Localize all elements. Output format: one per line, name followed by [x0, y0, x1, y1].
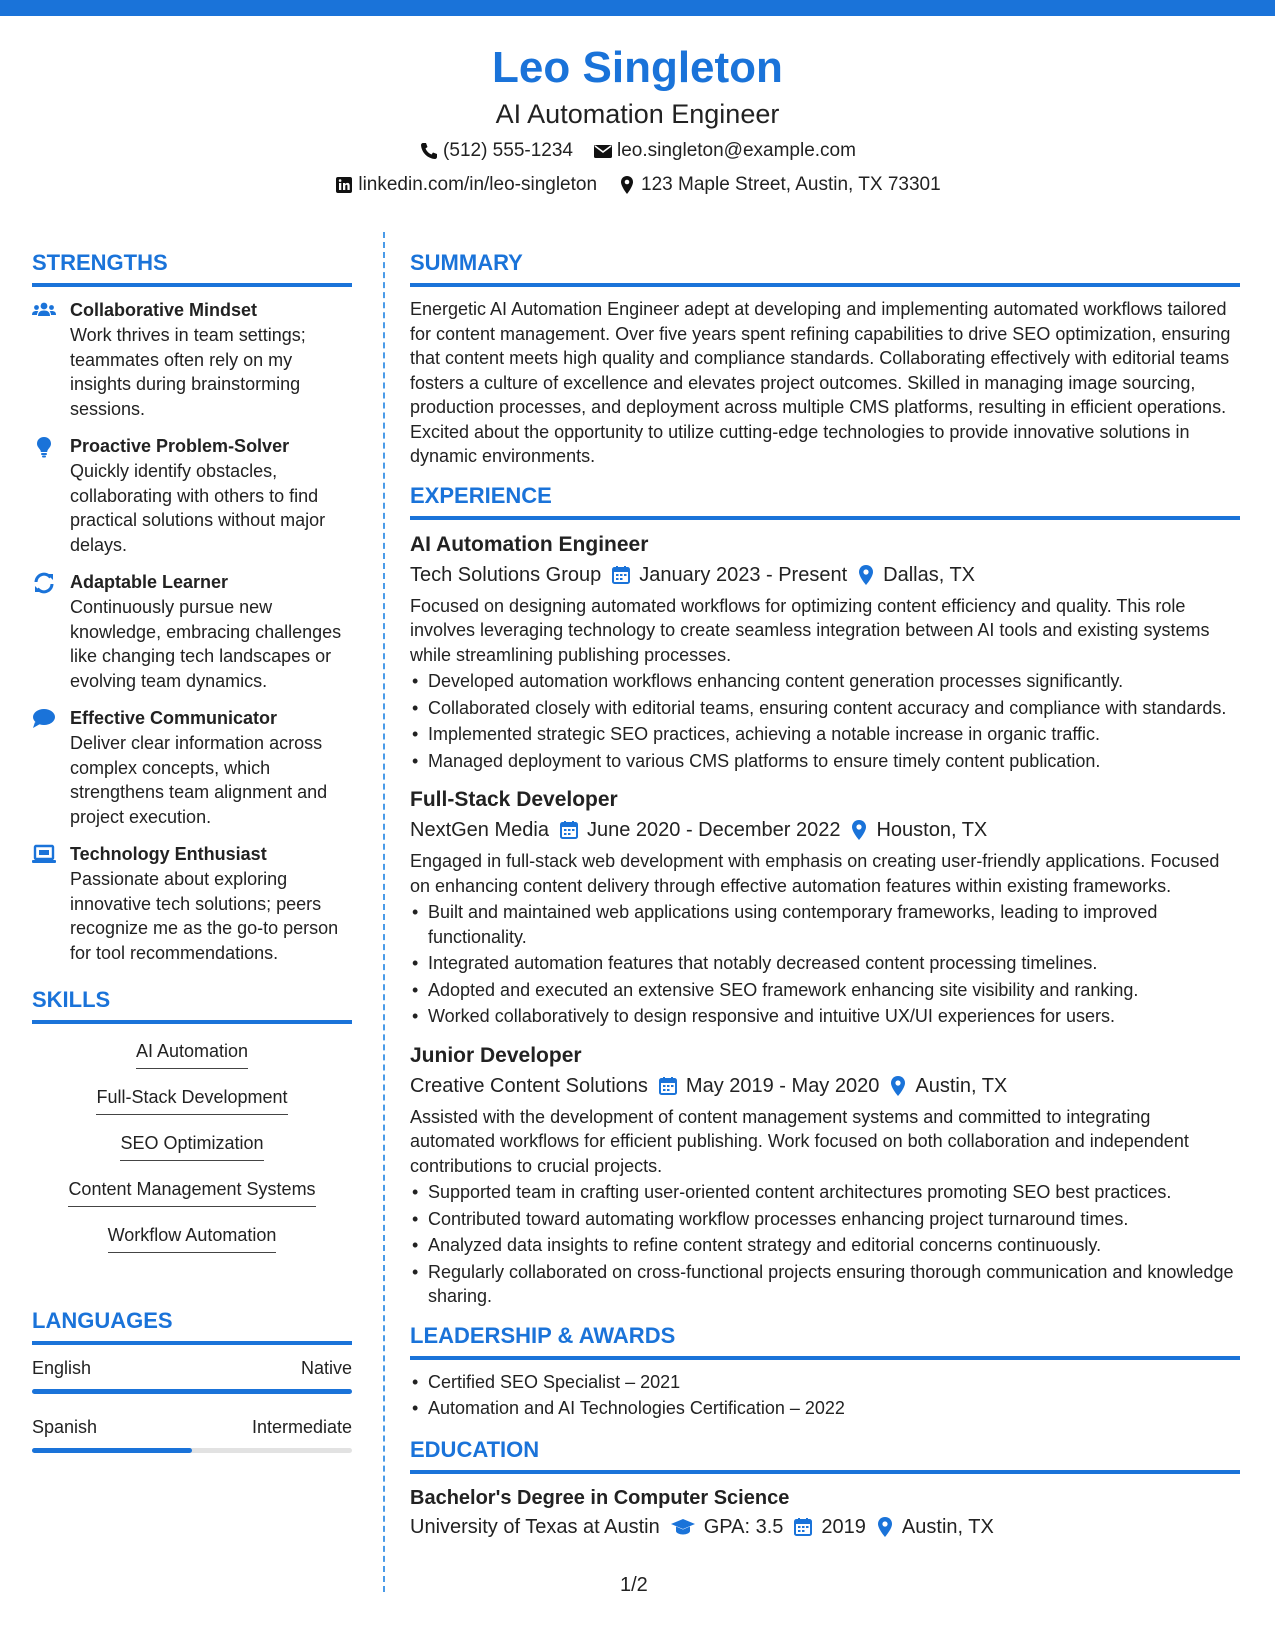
column-divider — [383, 232, 385, 1592]
strength-item — [32, 433, 352, 557]
phone-icon — [419, 141, 439, 161]
job-bullet: • Managed deployment to various CMS platforms to ensure timely content publication. — [410, 749, 1240, 774]
top-accent-bar — [0, 0, 1275, 16]
skills-heading: SKILLS — [32, 985, 352, 1024]
job-title: Junior Developer — [410, 1043, 582, 1067]
language-proficiency-fill — [32, 1389, 352, 1394]
linkedin-icon — [334, 175, 354, 195]
company-name: NextGen Media — [410, 819, 549, 841]
job-dates: June 2020 - December 2022 — [586, 819, 841, 841]
users-icon — [32, 300, 56, 320]
job-title: AI Automation Engineer — [410, 532, 649, 556]
strength-item — [32, 841, 352, 965]
resume-header — [0, 40, 1275, 200]
map-pin-icon — [857, 564, 875, 586]
job-bullet: • Adopted and executed an extensive SEO framework enhancing site visibility and ranking. — [410, 978, 1240, 1003]
phone-text: (512) 555-1234 — [443, 140, 573, 161]
laptop-icon — [32, 844, 56, 866]
job-bullet: • Built and maintained web applications using contemporary frameworks, leading to improved functionality. — [410, 900, 1240, 949]
awards-list — [410, 1370, 1240, 1421]
job-location: Austin, TX — [915, 1074, 1008, 1097]
job-bullet: • Supported team in crafting user-oriented content architectures promoting SEO best practices. — [410, 1180, 1240, 1205]
graduation-cap-icon — [670, 1517, 696, 1537]
company-name: Tech Solutions Group — [410, 563, 602, 586]
language-proficiency-fill — [32, 1448, 192, 1453]
strengths-heading: STRENGTHS — [32, 248, 352, 287]
gpa-text: GPA: 3.5 — [703, 1515, 784, 1538]
job-bullet: • Analyzed data insights to refine content strategy and editorial concerns continuously. — [410, 1233, 1240, 1258]
email-contact[interactable] — [593, 136, 856, 166]
linkedin-text: linkedin.com/in/leo-singleton — [358, 174, 598, 195]
job-dates: May 2019 - May 2020 — [685, 1074, 880, 1097]
lightbulb-icon — [32, 436, 56, 458]
map-pin-icon — [850, 819, 868, 841]
candidate-name: Leo Singleton — [492, 43, 783, 92]
skill-item: Content Management Systems — [68, 1176, 315, 1207]
address-text: 123 Maple Street, Austin, TX 73301 — [641, 174, 941, 195]
job-location: Houston, TX — [876, 819, 988, 841]
strength-item — [32, 297, 352, 421]
job-bullets — [410, 900, 1240, 1029]
job-title: Full-Stack Developer — [410, 788, 618, 811]
right-column — [410, 248, 1240, 1546]
address-contact — [617, 170, 941, 200]
comment-icon — [32, 708, 56, 730]
skill-item: SEO Optimization — [120, 1130, 263, 1161]
job-bullet: • Collaborated closely with editorial teams, ensuring content accuracy and compliance with standards. — [410, 696, 1240, 721]
graduation-year: 2019 — [821, 1515, 866, 1538]
map-pin-icon — [889, 1075, 907, 1097]
job-description: Assisted with the development of content management systems and committed to integrating automated workflows for efficient publishing. Work focused on both collaboration and independent contributions to crucial projects. — [410, 1106, 1189, 1176]
skills-list — [32, 1038, 352, 1268]
strength-item — [32, 705, 352, 829]
job-description: Focused on designing automated workflows for optimizing content efficiency and quality. This role involves leveraging technology to create seamless integration between AI tools and existing systems while streamlining publishing processes. — [410, 595, 1210, 665]
job-bullet: • Worked collaboratively to design responsive and intuitive UX/UI experiences for users. — [410, 1004, 1240, 1029]
job-bullet: • Integrated automation features that notably decreased content processing timelines. — [410, 951, 1240, 976]
calendar-icon — [793, 1517, 813, 1537]
job-meta — [410, 815, 1240, 845]
job-bullet: • Implemented strategic SEO practices, achieving a notable increase in organic traffic. — [410, 722, 1240, 747]
job-entry — [410, 530, 1240, 774]
languages-heading: LANGUAGES — [32, 1306, 352, 1345]
language-name: English — [32, 1358, 92, 1378]
strength-title: Proactive Problem-Solver — [70, 436, 290, 456]
education-location: Austin, TX — [901, 1515, 994, 1538]
left-column — [32, 248, 352, 1473]
school-name: University of Texas at Austin — [410, 1515, 660, 1538]
language-proficiency-bar — [32, 1389, 352, 1394]
calendar-icon — [559, 820, 579, 840]
job-entry — [410, 785, 1240, 1029]
strength-title: Effective Communicator — [70, 708, 278, 728]
job-bullet: • Regularly collaborated on cross-functional projects ensuring thorough communication and knowledge sharing. — [410, 1260, 1240, 1309]
map-pin-icon — [876, 1516, 894, 1538]
job-bullets — [410, 669, 1240, 773]
job-bullet: • Contributed toward automating workflow processes enhancing project turnaround times. — [410, 1207, 1240, 1232]
job-location: Dallas, TX — [883, 563, 976, 586]
strength-desc: Work thrives in team settings; teammates often rely on my insights during brainstorming sessions. — [70, 325, 306, 419]
awards-heading: LEADERSHIP & AWARDS — [410, 1321, 1240, 1360]
contact-line-1 — [0, 136, 1275, 166]
language-item — [32, 1414, 352, 1453]
education-meta — [410, 1512, 1240, 1542]
strength-desc: Deliver clear information across complex concepts, which strengthens team alignment and project execution. — [70, 733, 328, 827]
summary-text: Energetic AI Automation Engineer adept at developing and implementing automated workflows tailored for content management. Over five years spent refining capabilities to drive SEO optimization, ensuring that content meets high quality and compliance standards. Collaborating effectively with editorial teams fosters a culture of excellence and elevates project outcomes. Skilled in managing image sourcing, production processes, and deployment across multiple CMS platforms, resulting in efficient operations. Excited about the opportunity to utilize cutting-edge technologies to provide innovative solutions in dynamic environments. — [410, 299, 1231, 466]
calendar-icon — [611, 565, 631, 585]
job-description: Engaged in full-stack web development with emphasis on creating user-friendly applications. Focused on enhancing content delivery through effective automation features within existing frameworks. — [410, 851, 1220, 896]
job-dates: January 2023 - Present — [639, 563, 848, 586]
degree-title: Bachelor's Degree in Computer Science — [410, 1486, 790, 1509]
contact-line-2 — [0, 170, 1275, 200]
education-heading: EDUCATION — [410, 1435, 1240, 1474]
job-meta — [410, 1071, 1240, 1101]
job-bullet: • Developed automation workflows enhancing content generation processes significantly. — [410, 669, 1240, 694]
email-text: leo.singleton@example.com — [616, 140, 856, 161]
strength-desc: Passionate about exploring innovative tech solutions; peers recognize me as the go-to person for tool recommendations. — [70, 869, 339, 963]
sync-icon — [32, 572, 56, 594]
strength-title: Collaborative Mindset — [70, 300, 258, 320]
language-level: Native — [300, 1358, 352, 1378]
award-item: • Certified SEO Specialist – 2021 — [410, 1370, 1240, 1395]
strength-desc: Continuously pursue new knowledge, embracing challenges like changing tech landscapes or evolving team dynamics. — [70, 597, 342, 691]
language-name: Spanish — [32, 1417, 98, 1437]
strength-item — [32, 569, 352, 693]
strength-desc: Quickly identify obstacles, collaborating with others to find practical solutions without major delays. — [70, 461, 326, 555]
phone-contact[interactable] — [419, 136, 573, 166]
job-meta — [410, 560, 1240, 590]
candidate-title: AI Automation Engineer — [495, 99, 780, 129]
job-bullets — [410, 1180, 1240, 1309]
map-pin-icon — [617, 175, 637, 195]
page-number: 1/2 — [620, 1574, 648, 1596]
summary-heading: SUMMARY — [410, 248, 1240, 287]
strength-title: Technology Enthusiast — [70, 844, 267, 864]
award-item: • Automation and AI Technologies Certification – 2022 — [410, 1396, 1240, 1421]
strength-title: Adaptable Learner — [70, 572, 229, 592]
calendar-icon — [658, 1076, 678, 1096]
job-entry — [410, 1041, 1240, 1309]
envelope-icon — [593, 141, 613, 161]
skill-item: Workflow Automation — [108, 1222, 277, 1253]
skill-item: Full-Stack Development — [96, 1084, 287, 1115]
skill-item: AI Automation — [136, 1038, 248, 1069]
company-name: Creative Content Solutions — [410, 1074, 648, 1097]
language-level: Intermediate — [251, 1417, 352, 1437]
linkedin-contact[interactable] — [334, 170, 597, 200]
language-item — [32, 1355, 352, 1394]
experience-heading: EXPERIENCE — [410, 481, 1240, 520]
language-proficiency-bar — [32, 1448, 352, 1453]
